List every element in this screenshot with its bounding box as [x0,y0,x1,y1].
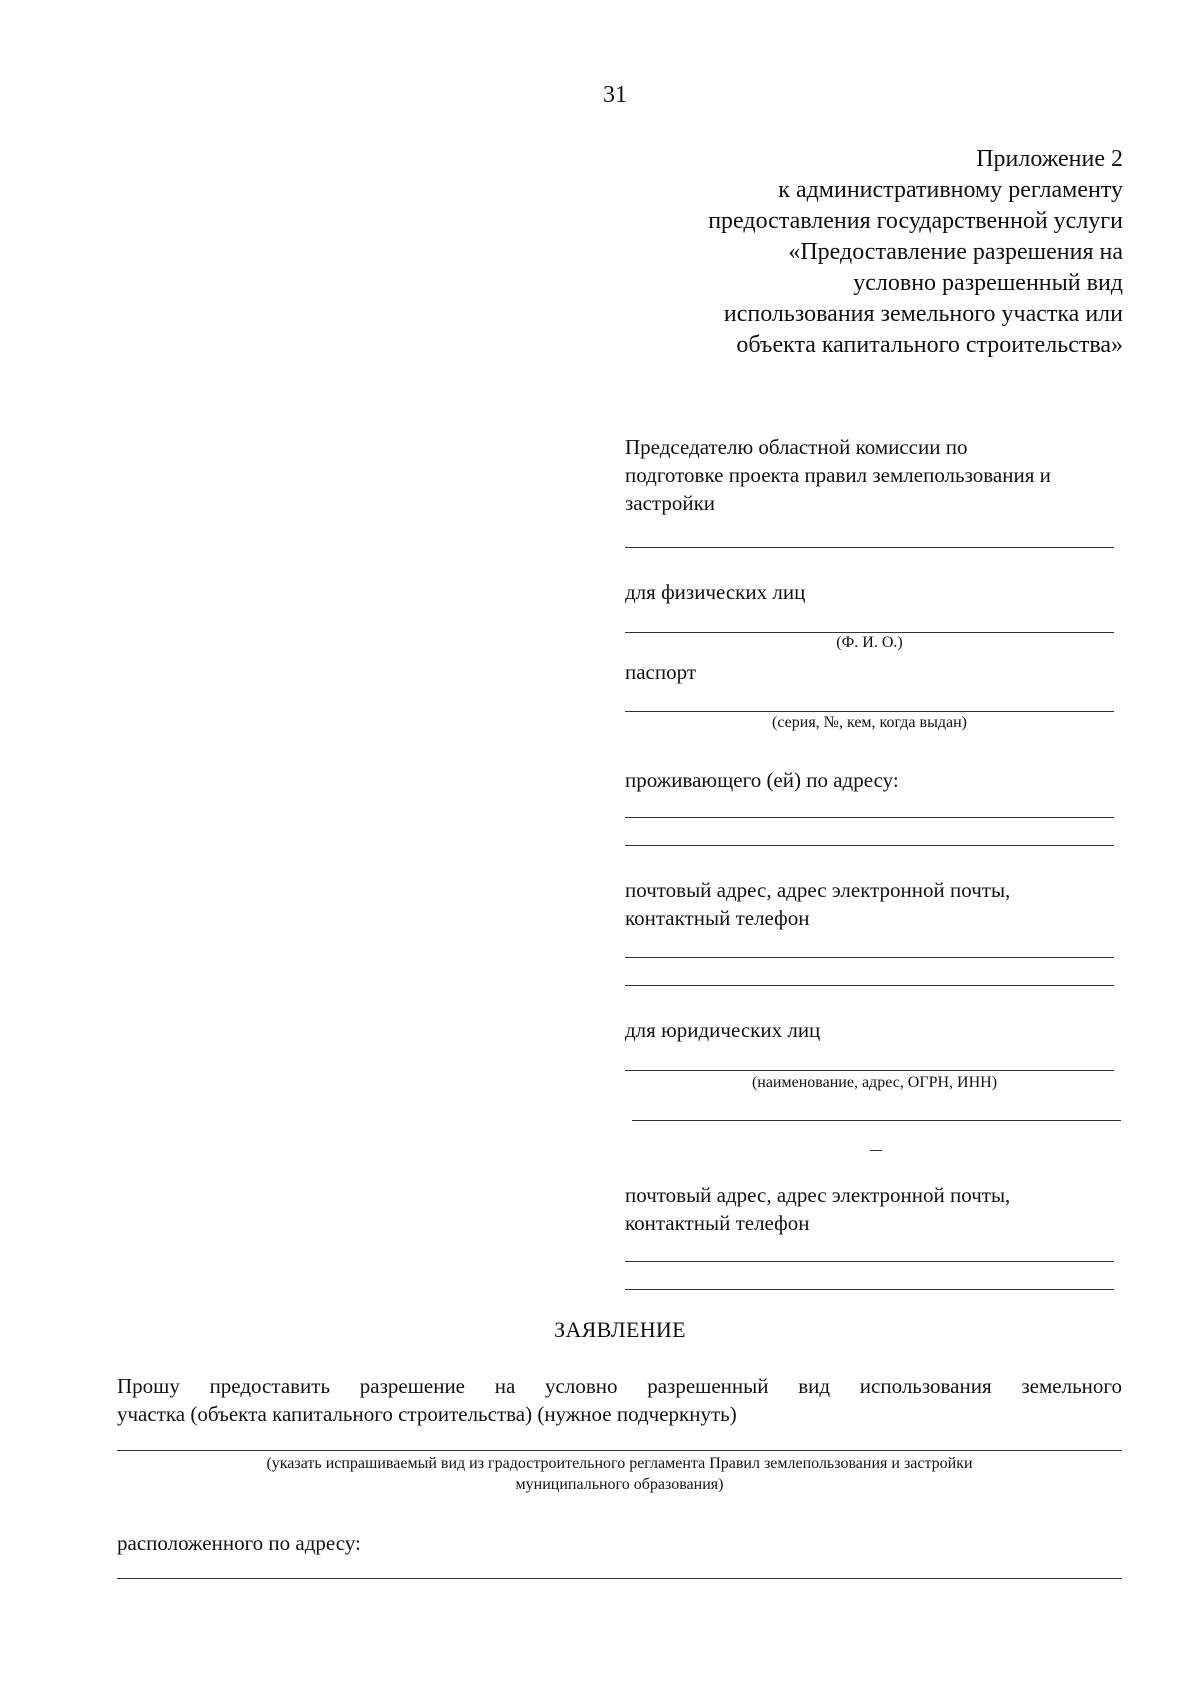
statement-line: Прошу предоставить разрешение на условно разрешенный вид использования земельного [117,1374,1122,1398]
requested-use-fill-line[interactable] [117,1450,1122,1451]
legal-entities-contact-label [625,1181,1010,1237]
individuals-contact-label [625,876,1010,932]
residence-fill-line[interactable] [625,845,1114,846]
contact-line: почтовый адрес, адрес электронной почты, [625,1183,1011,1207]
caption-line: (указать испрашиваемый вид из градостроительного регламента Правил землепользования и застройки [266,1455,973,1472]
fio-caption: (Ф. И. О.) [836,634,903,651]
addressee-line: застройки [625,491,716,515]
legal-entity-fill-line[interactable] [625,1070,1114,1071]
location-address-fill-line[interactable] [117,1578,1122,1579]
appendix-line: объекта капитального строительства» [736,332,1123,358]
fio-fill-line[interactable] [625,632,1114,633]
legal-entities-label: для юридических лиц [625,1018,821,1042]
appendix-line: Приложение 2 [976,146,1123,172]
passport-caption: (серия, №, кем, когда выдан) [772,714,967,731]
caption-line: муниципального образования) [515,1476,724,1493]
statement-title: ЗАЯВЛЕНИЕ [554,1317,686,1342]
legal-entity-fill-line[interactable] [632,1120,1121,1121]
appendix-line: условно разрешенный вид [853,270,1123,296]
appendix-line: использования земельного участка или [723,301,1123,327]
individuals-contact-fill-line[interactable] [625,985,1114,986]
dash-mark [870,1150,882,1151]
addressee-line: Председателю областной комиссии по [625,435,968,459]
legal-contact-fill-line[interactable] [625,1261,1114,1262]
location-address-label: расположенного по адресу: [117,1531,361,1555]
page-number: 31 [603,82,627,108]
addressee-block [625,433,1051,517]
appendix-line: к административному регламенту [778,177,1123,203]
residence-fill-line[interactable] [625,817,1114,818]
statement-text [117,1372,1122,1428]
statement-line: участка (объекта капитального строительства) (нужное подчеркнуть) [117,1402,737,1426]
requested-use-caption [117,1453,1122,1495]
legal-entity-caption: (наименование, адрес, ОГРН, ИНН) [751,1074,998,1091]
residence-label: проживающего (ей) по адресу: [625,768,899,792]
appendix-header [708,144,1123,361]
passport-label: паспорт [625,660,697,684]
contact-line: контактный телефон [625,906,810,930]
legal-contact-fill-line[interactable] [625,1289,1114,1290]
appendix-line: «Предоставление разрешения на [788,239,1123,265]
appendix-line: предоставления государственной услуги [708,208,1123,234]
contact-line: почтовый адрес, адрес электронной почты, [625,878,1011,902]
individuals-label: для физических лиц [625,580,806,604]
contact-line: контактный телефон [625,1211,810,1235]
passport-fill-line[interactable] [625,711,1114,712]
individuals-contact-fill-line[interactable] [625,957,1114,958]
addressee-line: подготовке проекта правил землепользования и [625,463,1051,487]
addressee-fill-line[interactable] [625,547,1114,548]
